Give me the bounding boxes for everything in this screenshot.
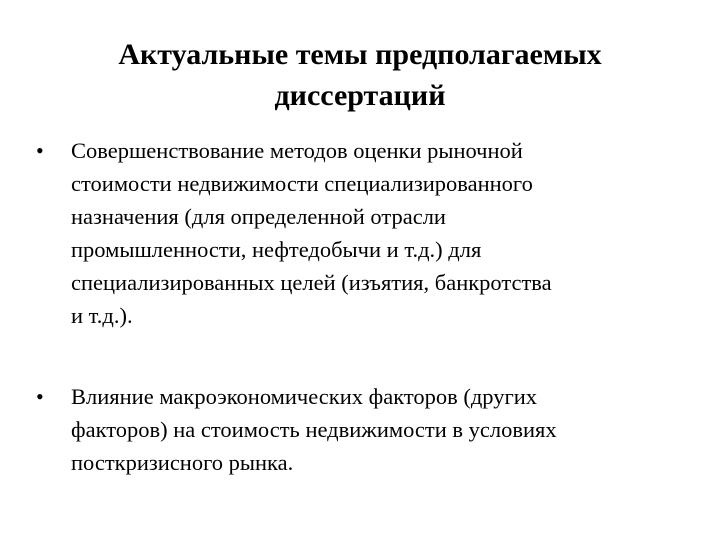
bullet-text-line: промышленности, нефтедобычи и т.д.) для [71,237,482,262]
bullet-icon: • [36,384,44,409]
bullet-text-line: Влияние макроэкономических факторов (других [71,384,538,409]
bullet-text-line: назначения (для определенной отрасли [71,204,446,229]
bullet-text-line: посткризисного рынка. [71,450,294,475]
bullet-text-line: стоимости недвижимости специализированного [71,171,533,196]
slide-title-line: Актуальные темы предполагаемых [118,38,602,71]
bullet-text-line: и т.д.). [71,303,133,328]
bullet-text [71,134,691,332]
bullet-icon: • [36,138,44,163]
bullet-text-line: специализированных целей (изъятия, банкротства [71,270,552,295]
bullet-text-line: Совершенствование методов оценки рыночной [71,138,523,163]
bullet-text-line: факторов) на стоимость недвижимости в условиях [71,417,557,442]
slide-title-line: диссертаций [274,79,446,112]
bullet-text [71,380,691,479]
slide-title [40,34,680,116]
